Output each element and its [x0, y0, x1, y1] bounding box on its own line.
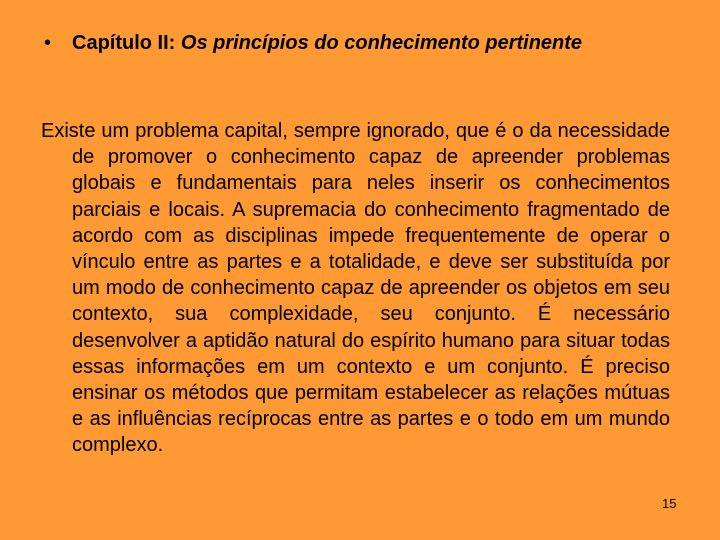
page-number: 15	[662, 496, 677, 511]
body-paragraph: Existe um problema capital, sempre ignorado, que é o da necessidade de promover o conhecimento capaz de apreender problemas globais e fundamentais para neles inserir os conhecimentos parciais e locais. A supremacia do conhecimento fragmentado de acordo com as disciplinas impede frequentemente de operar o vínculo entre as partes e a totalidade, e deve ser substituída por um modo de conhecimento capaz de apreender os objetos em seu contexto, sua complexidade, seu conjunto. É necessário desenvolver a aptidão natural do espírito humano para situar todas essas informações em um contexto e um conjunto. É preciso ensinar os métodos que permitam estabelecer as relações mútuas e as influências recíprocas entre as partes e o todo em um mundo complexo.	[41, 120, 670, 457]
chapter-label: Capítulo II:	[72, 32, 176, 54]
chapter-title: Os princípios do conhecimento pertinente	[180, 32, 583, 54]
bullet-icon: •	[44, 32, 52, 54]
heading-text	[72, 30, 684, 57]
chapter-heading	[44, 30, 684, 57]
